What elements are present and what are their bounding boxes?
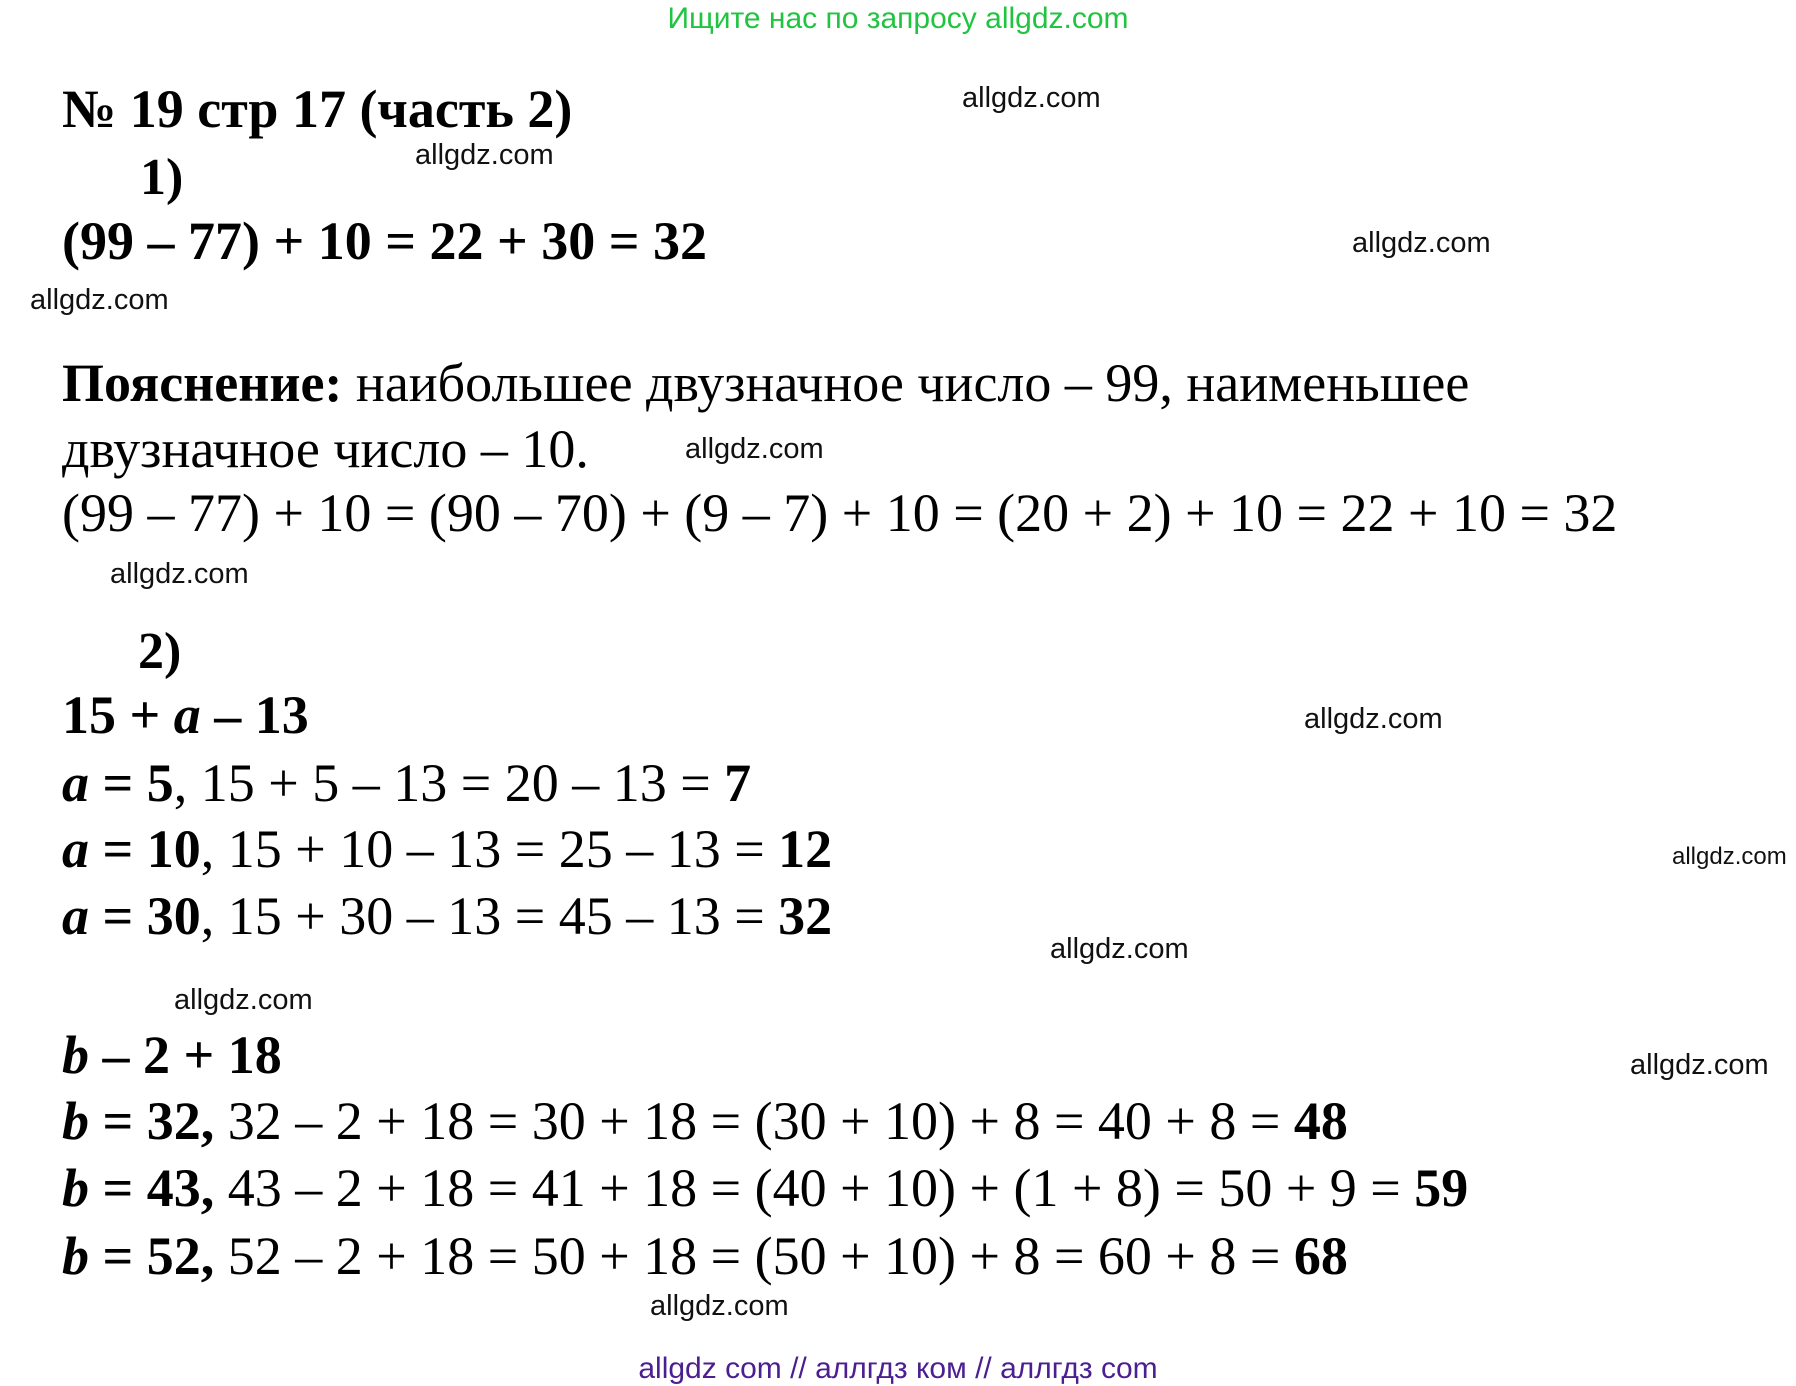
top-banner: Ищите нас по запросу allgdz.com [667, 2, 1129, 35]
variable-a: a [173, 685, 201, 745]
expression-b-tail: – 2 + 18 [89, 1025, 282, 1085]
b-row-2 [62, 1157, 1468, 1219]
part-1-label: 1) [140, 149, 184, 206]
explanation-line-1 [62, 352, 1469, 414]
row-assign: = 32, [89, 1091, 215, 1151]
explanation-text-1: наибольшее двузначное число – 99, наименьшее [342, 353, 1470, 413]
row-result: 68 [1293, 1226, 1348, 1286]
watermark: allgdz.com [110, 558, 249, 590]
row-calc: , 15 + 30 – 13 = 45 – 13 = [200, 886, 779, 946]
variable-b: b [62, 1025, 89, 1085]
watermark: allgdz.com [1050, 933, 1189, 965]
part-2-label: 2) [138, 623, 182, 680]
row-assign: = 5 [89, 753, 174, 813]
expression-a-head: 15 + [62, 685, 174, 745]
expression-a [62, 684, 309, 746]
row-var: a [62, 753, 89, 813]
row-calc: , 15 + 5 – 13 = 20 – 13 = [173, 753, 725, 813]
row-calc: 43 – 2 + 18 = 41 + 18 = (40 + 10) + (1 + 8) = 50 + 9 = [214, 1158, 1415, 1218]
row-calc: 32 – 2 + 18 = 30 + 18 = (30 + 10) + 8 = 40 + 8 = [214, 1091, 1294, 1151]
b-row-1 [62, 1090, 1348, 1152]
watermark: allgdz.com [1672, 843, 1787, 870]
part-1-answer: (99 – 77) + 10 = 22 + 30 = 32 [62, 211, 708, 271]
watermark: allgdz.com [1304, 703, 1443, 735]
watermark: allgdz.com [1352, 227, 1491, 259]
row-result: 59 [1414, 1158, 1469, 1218]
row-assign: = 10 [89, 819, 201, 879]
row-calc: , 15 + 10 – 13 = 25 – 13 = [200, 819, 779, 879]
row-calc: 52 – 2 + 18 = 50 + 18 = (50 + 10) + 8 = 60 + 8 = [214, 1226, 1294, 1286]
a-row-1 [62, 752, 751, 814]
watermark: allgdz.com [1630, 1049, 1769, 1081]
row-var: a [62, 886, 89, 946]
row-result: 12 [778, 819, 833, 879]
row-result: 32 [778, 886, 833, 946]
explanation-calc: (99 – 77) + 10 = (90 – 70) + (9 – 7) + 10 = (20 + 2) + 10 = 22 + 10 = 32 [62, 483, 1618, 543]
row-result: 48 [1293, 1091, 1348, 1151]
watermark: allgdz.com [685, 433, 824, 465]
a-row-2 [62, 818, 832, 880]
row-var: b [62, 1158, 89, 1218]
a-row-3 [62, 885, 832, 947]
explanation-label: Пояснение: [62, 353, 343, 413]
b-row-3 [62, 1225, 1348, 1287]
row-assign: = 30 [89, 886, 201, 946]
page-title: № 19 стр 17 (часть 2) [62, 79, 573, 139]
watermark: allgdz.com [30, 284, 169, 316]
row-var: a [62, 819, 89, 879]
row-var: b [62, 1226, 89, 1286]
row-var: b [62, 1091, 89, 1151]
watermark: allgdz.com [650, 1290, 789, 1322]
bottom-banner: allgdz com // аллгдз ком // аллгдз com [638, 1352, 1158, 1385]
row-result: 7 [724, 753, 752, 813]
watermark: allgdz.com [415, 139, 554, 171]
row-assign: = 43, [89, 1158, 215, 1218]
explanation-line-2: двузначное число – 10. [62, 419, 589, 479]
watermark: allgdz.com [962, 82, 1101, 114]
expression-b [62, 1024, 282, 1086]
row-assign: = 52, [89, 1226, 215, 1286]
watermark: allgdz.com [174, 984, 313, 1016]
expression-a-tail: – 13 [200, 685, 309, 745]
